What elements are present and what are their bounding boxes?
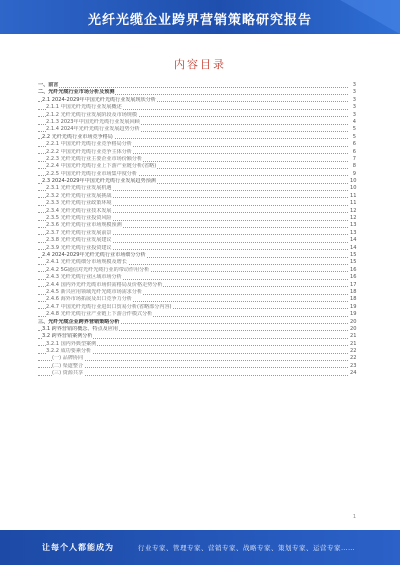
toc-entry[interactable] (38, 193, 356, 200)
toc-entry-page: 18 (350, 288, 357, 295)
toc-title: 内容目录 (174, 58, 226, 71)
toc-entry[interactable] (38, 333, 356, 340)
toc-entry-label: 2.1.1 中国光纤光缆行业发展概述 (46, 104, 122, 111)
toc-entry[interactable] (38, 119, 356, 126)
toc-entry-label: 2.3.6 光纤光缆行业市场规模预测 (46, 222, 122, 229)
toc-entry[interactable] (38, 126, 356, 133)
toc-entry-page: 22 (350, 355, 357, 362)
toc-entry-label: 2.1 2024-2029年中国光纤光缆行业发展现状分析 (42, 96, 156, 103)
toc-entry-page: 6 (349, 141, 356, 148)
toc-entry[interactable] (38, 156, 356, 163)
toc-entry-label: 3.1 跨界营销的概念、特点及应用 (42, 325, 118, 332)
page-number: 1 (352, 514, 356, 520)
toc-entry-label: 2.3.1 光纤光缆行业发展机遇 (46, 185, 112, 192)
toc-entry[interactable] (38, 149, 356, 156)
footer-tagline: 行业专家、管理专家、营销专家、战略专家、策划专家、运营专家…… (138, 544, 355, 552)
banner-decoration (340, 0, 400, 34)
toc-entry[interactable] (38, 245, 356, 252)
toc-entry[interactable] (38, 370, 356, 377)
toc-entry-page: 16 (350, 274, 357, 281)
toc-entry[interactable] (38, 134, 356, 141)
toc-entry-page: 11 (350, 192, 357, 199)
toc-entry-page: 23 (350, 362, 357, 369)
toc-entry-page: 22 (350, 348, 357, 355)
toc-entry-page: 3 (349, 104, 356, 111)
toc-entry[interactable] (38, 104, 356, 111)
toc-entry[interactable] (38, 89, 356, 96)
toc-entry[interactable] (38, 171, 356, 178)
toc-entry[interactable] (38, 215, 356, 222)
toc-entry[interactable] (38, 163, 356, 170)
toc-entry-page: 21 (350, 333, 357, 340)
toc-leader-dots (38, 375, 350, 376)
toc-entry-label: 2.2.2 中国光纤光缆行业竞争主体分析 (46, 148, 132, 155)
toc-entry-label: (三) 资源共享 (52, 370, 84, 377)
toc-entry[interactable] (38, 319, 356, 326)
toc-entry[interactable] (38, 82, 356, 89)
footer-banner (0, 530, 400, 565)
toc-entry[interactable] (38, 348, 356, 355)
toc-entry-page: 13 (350, 229, 357, 236)
toc-leader-dots (38, 367, 350, 368)
toc-entry-label: 2.4.3 光纤光缆行业区域市场分析 (46, 274, 122, 281)
toc-entry-label: 2.3.5 光纤光缆行业投资风险 (46, 215, 112, 222)
toc-entry-label: 2.3.4 光纤光缆行业技术发展 (46, 207, 112, 214)
toc-entry[interactable] (38, 200, 356, 207)
toc-entry[interactable] (38, 363, 356, 370)
toc-entry-page: 18 (350, 296, 357, 303)
toc-entry-label: 三、光纤光缆企业跨界营销策略分析 (38, 318, 120, 325)
toc-entry-label: 2.4.1 光纤光缆细分市场规模及增长 (46, 259, 127, 266)
toc-entry-label: (一) 品牌协同 (52, 355, 84, 362)
toc-entry-page: 20 (350, 325, 357, 332)
toc-entry[interactable] (38, 355, 356, 362)
toc-entry-page: 3 (349, 112, 356, 119)
toc-leader-dots (38, 360, 350, 361)
toc-entry-page: 13 (350, 222, 357, 229)
toc-entry-label: 3.2.2 成功要素分析 (46, 348, 92, 355)
toc-entry[interactable] (38, 259, 356, 266)
toc-entry[interactable] (38, 97, 356, 104)
toc-entry[interactable] (38, 252, 356, 259)
toc-entry-label: 2.3.2 光纤光缆行业发展挑战 (46, 192, 112, 199)
toc-entry-page: 4 (349, 119, 356, 126)
toc-entry-label: 2.3.3 光纤光缆行业政策环境 (46, 200, 112, 207)
toc-entry-label: 2.4.6 海外市场拓展及出口竞争力分析 (46, 296, 132, 303)
toc-entry-page: 19 (350, 303, 357, 310)
toc-entry-label: 2.4 2024-2029年光纤光缆行业市场细分分析 (42, 251, 146, 258)
toc-entry[interactable] (38, 237, 356, 244)
toc-entry-label: 3.2.1 国内外典型案例 (46, 340, 97, 347)
toc-entry-label: (二) 渠道整合 (52, 362, 84, 369)
toc-entry-label: 2.1.2 光纤光缆行业发展阶段及市场规模 (46, 111, 137, 118)
toc-entry[interactable] (38, 311, 356, 318)
toc-entry-label: 2.4.8 光纤光缆行业产业链上下游合作模式分析 (46, 311, 153, 318)
toc-entry-page: 8 (349, 163, 356, 170)
footer-slogan: 让每个人都能成为 (42, 543, 114, 552)
toc-entry[interactable] (38, 230, 356, 237)
toc-entry-label: 3.2 跨界营销案例分析 (42, 333, 93, 340)
toc-entry-page: 9 (349, 171, 356, 178)
toc-entry-page: 19 (350, 311, 357, 318)
toc-entry-label: 2.3.9 光纤光缆行业投资建议 (46, 244, 112, 251)
toc-entry-label: 2.1.4 2024年光纤光缆行业发展趋势分析 (46, 126, 140, 133)
toc-entry-label: 2.2 光纤光缆行业市场竞争格局 (42, 133, 113, 140)
toc-entry[interactable] (38, 267, 356, 274)
report-title: 光纤光缆企业跨界营销策略研究报告 (87, 13, 312, 28)
toc-entry-label: 一、前言 (38, 82, 59, 88)
toc-entry-label: 2.3 2024-2029年中国光纤光缆行业发展趋势预测 (42, 178, 156, 185)
toc-entry[interactable] (38, 141, 356, 148)
toc-entry-label: 2.4.7 中国光纤光缆行业进出口贸易分析(省略部分内容) (46, 303, 172, 310)
toc-entry-page: 3 (349, 97, 356, 104)
toc-entry[interactable] (38, 274, 356, 281)
toc-entry[interactable] (38, 341, 356, 348)
toc-entry[interactable] (38, 296, 356, 303)
table-of-contents (38, 82, 356, 378)
toc-entry[interactable] (38, 208, 356, 215)
toc-entry-page: 3 (349, 82, 356, 89)
toc-entry-label: 2.2.1 中国光纤光缆行业竞争格局分析 (46, 141, 132, 148)
toc-entry-label: 2.4.5 新兴应用领域光纤光缆市场需求分析 (46, 288, 143, 295)
toc-entry[interactable] (38, 178, 356, 185)
toc-entry-page: 15 (350, 251, 357, 258)
toc-entry[interactable] (38, 282, 356, 289)
toc-entry-label: 2.3.7 光纤光缆行业发展前景 (46, 229, 112, 236)
toc-entry-page: 17 (350, 281, 357, 288)
toc-entry-page: 21 (350, 340, 357, 347)
toc-entry[interactable] (38, 112, 356, 119)
toc-entry-page: 14 (350, 237, 357, 244)
toc-entry-label: 二、光纤光缆行业市场分析及预测 (38, 89, 115, 96)
toc-entry-label: 2.2.5 中国光纤光缆行业市场集中度分析 (46, 170, 137, 177)
toc-entry-page: 3 (349, 89, 356, 96)
toc-entry-label: 2.4.2 5G通信对光纤光缆行业的带动作用分析 (46, 266, 150, 273)
toc-entry-page: 20 (350, 318, 357, 325)
toc-leader-dots (38, 87, 350, 88)
toc-entry-page: 12 (350, 215, 357, 222)
toc-entry[interactable] (38, 185, 356, 192)
toc-entry-page: 7 (349, 156, 356, 163)
toc-entry-page: 24 (350, 370, 357, 377)
toc-entry-page: 16 (350, 266, 357, 273)
toc-entry-page: 14 (350, 244, 357, 251)
header-banner (0, 0, 400, 34)
toc-entry-page: 12 (350, 207, 357, 214)
toc-entry-page: 5 (349, 134, 356, 141)
toc-entry-label: 2.4.4 国内外光纤光缆市场供需格局及价格走势分析 (46, 281, 163, 288)
toc-entry[interactable] (38, 289, 356, 296)
toc-entry-page: 5 (349, 126, 356, 133)
toc-entry[interactable] (38, 304, 356, 311)
toc-entry-label: 2.2.3 光纤光缆行业主要企业市场份额分析 (46, 155, 143, 162)
toc-entry-label: 2.3.8 光纤光缆行业发展建议 (46, 237, 112, 244)
toc-entry[interactable] (38, 326, 356, 333)
toc-entry-page: 10 (350, 178, 357, 185)
toc-entry-label: 2.2.4 中国光纤光缆行业上下游产业链分析(省略) (46, 163, 157, 170)
toc-entry[interactable] (38, 222, 356, 229)
toc-entry-page: 11 (350, 200, 357, 207)
toc-entry-page: 10 (350, 185, 357, 192)
toc-entry-page: 6 (349, 149, 356, 156)
toc-entry-page: 15 (350, 259, 357, 266)
toc-entry-label: 2.1.3 2023年中国光纤光缆行业发展回顾 (46, 118, 140, 125)
